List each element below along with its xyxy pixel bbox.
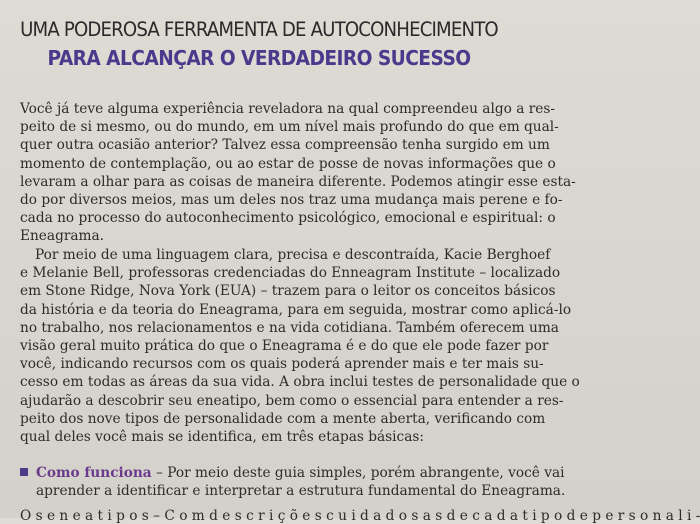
paragraph-line: momento de contemplação, ou ao estar de posse de novas informações que o	[20, 155, 556, 172]
paragraph-line: Por meio de uma linguagem clara, precisa e descontraída, Kacie Berghoef	[35, 247, 551, 263]
paragraph-line: em Stone Ridge, Nova York (EUA) – trazem para o leitor os conceitos básicos	[20, 283, 556, 300]
header-line-1: UMA PODEROSA FERRAMENTA DE AUTOCONHECIMENTO	[20, 18, 498, 41]
paragraph-line: visão geral muito prática do que o Eneagrama é e do que ele pode fazer por	[20, 337, 549, 354]
paragraph-line: e Melanie Bell, professoras credenciadas do Enneagram Institute – localizado	[20, 265, 561, 282]
bullet-second-line: aprender a identificar e interpretar a estrutura fundamental do Eneagrama.	[36, 483, 566, 500]
paragraph-line: cesso em todas as áreas da sua vida. A obra inclui testes de personalidade que o	[20, 374, 580, 391]
paragraph-1	[20, 100, 576, 246]
bullet-title: Como funciona	[36, 465, 152, 481]
cutoff-text: O s e n e a t i p o s – C o m d e s c r i ç õ e s c u i d a d o s a s d e c a d a t i p o d e p e r s o n a l i -	[20, 508, 700, 524]
paragraph-line: Eneagrama.	[20, 228, 105, 245]
bullet-item-how-it-works	[20, 464, 566, 500]
paragraph-line: você, indicando recursos com os quais poderá aprender mais e ter mais su-	[20, 356, 544, 373]
header-line-2: PARA ALCANÇAR O VERDADEIRO SUCESSO	[47, 46, 471, 70]
paragraph-2	[20, 246, 580, 446]
paragraph-line: qual deles você mais se identifica, em três etapas básicas:	[20, 428, 425, 445]
paragraph-line: da história e da teoria do Eneagrama, para em seguida, mostrar como aplicá-lo	[20, 301, 572, 318]
bullet-first-line	[20, 464, 565, 482]
paragraph-line: cada no processo do autoconhecimento psicológico, emocional e espiritual: o	[20, 210, 556, 227]
paragraph-line: peito de si mesmo, ou do mundo, em um nível mais profundo do que em qual-	[20, 119, 559, 136]
paragraph-line: do por diversos meios, mas um deles nos traz uma mudança mais perene e fo-	[20, 191, 563, 208]
cutoff-next-bullet	[20, 508, 700, 524]
paragraph-line: levaram a olhar para as coisas de maneira diferente. Podemos atingir esse esta-	[20, 173, 576, 190]
paragraph-line: Você já teve alguma experiência reveladora na qual compreendeu algo a res-	[20, 101, 555, 117]
paragraph-line: ajudarão a descobrir seu eneatipo, bem como o essencial para entender a res-	[20, 392, 564, 409]
paragraph-line: no trabalho, nos relacionamentos e na vida cotidiana. Também oferecem uma	[20, 319, 559, 336]
bullet-square-icon	[20, 468, 28, 476]
paragraph-line: quer outra ocasião anterior? Talvez essa compreensão tenha surgido em um	[20, 137, 550, 154]
bullet-text: – Por meio deste guia simples, porém abrangente, você vai	[151, 465, 565, 481]
paragraph-line: peito dos nove tipos de personalidade com a mente aberta, verificando com	[20, 410, 546, 427]
